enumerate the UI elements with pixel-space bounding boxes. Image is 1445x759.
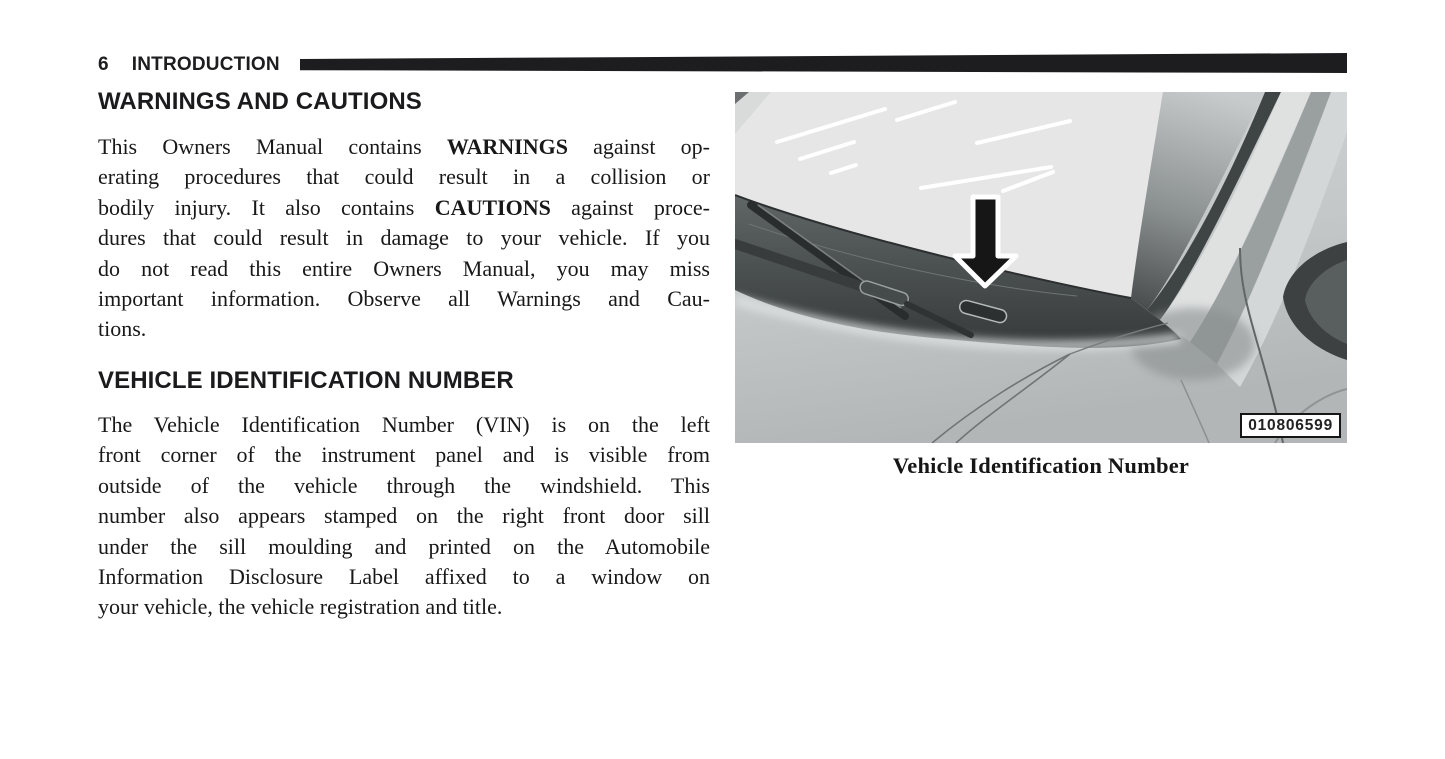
paragraph-vin [98,410,710,623]
paragraph-line: Information Disclosure Label affixed to a window on [98,564,710,590]
paragraph-line: number also appears stamped on the right front door sill [98,503,710,529]
paragraph-line: This Owners Manual contains WARNINGS against op- [98,134,710,159]
page-header [98,54,280,76]
paragraph-line: under the sill moulding and printed on the Automobile [98,533,710,559]
section-title: INTRODUCTION [131,54,280,75]
paragraph-line: important information. Observe all Warnings and Cau- [98,286,710,312]
paragraph-line: outside of the vehicle through the windshield. This [98,472,710,498]
paragraph-warnings [98,132,710,345]
paragraph-line: The Vehicle Identification Number (VIN) is on the left [98,412,710,437]
paragraph-line: do not read this entire Owners Manual, you may miss [98,255,710,281]
header-rule-bar [300,53,1347,73]
heading-warnings-and-cautions: WARNINGS AND CAUTIONS [98,88,422,115]
paragraph-line: your vehicle, the vehicle registration and title. [98,594,503,620]
page-number: 6 [98,54,109,75]
figure-id-label: 010806599 [1240,413,1341,438]
paragraph-line: dures that could result in damage to your vehicle. If you [98,225,710,251]
figure-caption: Vehicle Identification Number [892,453,1190,478]
paragraph-line: tions. [98,316,147,342]
paragraph-line: front corner of the instrument panel and is visible from [98,442,710,468]
heading-vehicle-identification-number: VEHICLE IDENTIFICATION NUMBER [98,367,514,394]
vin-location-figure [735,92,1347,443]
paragraph-line: bodily injury. It also contains CAUTIONS against proce- [98,194,711,220]
vin-location-illustration [735,92,1347,443]
paragraph-line: erating procedures that could result in a collision or [98,164,710,190]
